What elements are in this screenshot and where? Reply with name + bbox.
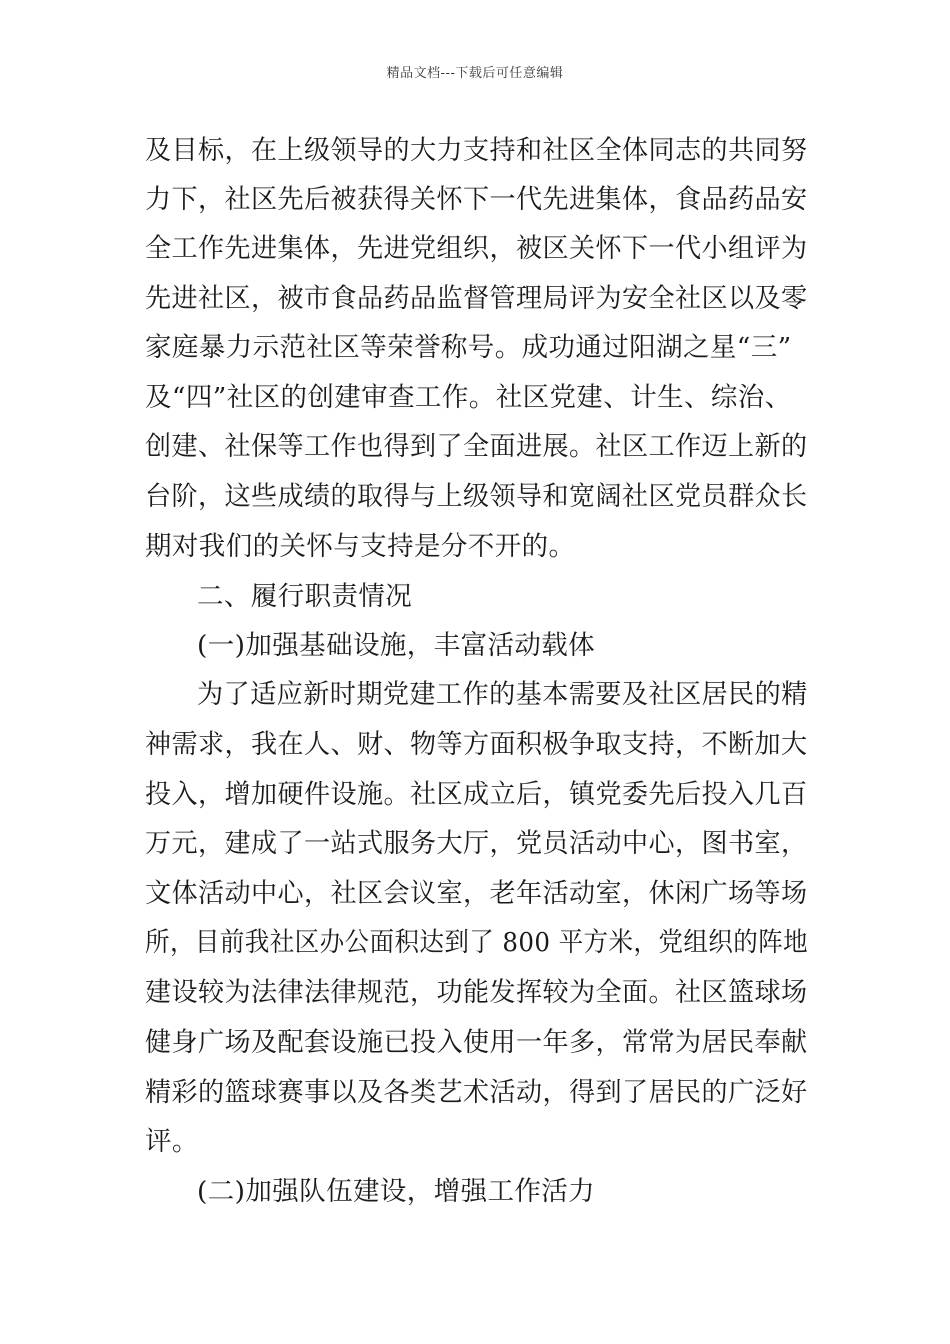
- body-line: 及“四”社区的创建审查工作。社区党建、计生、综治、: [145, 382, 792, 413]
- subsection-heading: (一)加强基础设施，丰富活动载体: [197, 630, 596, 661]
- body-line: 精彩的篮球赛事以及各类艺术活动，得到了居民的广泛好: [145, 1077, 808, 1108]
- body-line: 为了适应新时期党建工作的基本需要及社区居民的精: [197, 679, 808, 710]
- section-heading: 二、履行职责情况: [197, 581, 413, 612]
- body-line: 家庭暴力示范社区等荣誉称号。成功通过阳湖之星“三”: [145, 332, 792, 363]
- body-line: 建设较为法律法律规范，功能发挥较为全面。社区篮球场: [145, 977, 808, 1008]
- body-line: 神需求，我在人、财、物等方面积极争取支持，不断加大: [145, 729, 808, 760]
- subsection-heading: (二)加强队伍建设，增强工作活力: [197, 1176, 596, 1207]
- body-line: 及目标，在上级领导的大力支持和社区全体同志的共同努: [145, 135, 808, 166]
- page-header: 精品文档---下载后可任意编辑: [386, 66, 564, 81]
- body-line: 先进社区，被市食品药品监督管理局评为安全社区以及零: [145, 283, 808, 314]
- body-line: 文体活动中心，社区会议室，老年活动室，休闲广场等场: [145, 878, 808, 909]
- body-line: 投入，增加硬件设施。社区成立后，镇党委先后投入几百: [145, 779, 808, 810]
- body-line: 创建、社保等工作也得到了全面进展。社区工作迈上新的: [145, 431, 808, 462]
- body-line: 台阶，这些成绩的取得与上级领导和宽阔社区党员群众长: [145, 481, 808, 512]
- body-line: 健身广场及配套设施已投入使用一年多，常常为居民奉献: [145, 1027, 808, 1058]
- body-line: 全工作先进集体，先进党组织，被区关怀下一代小组评为: [145, 233, 808, 264]
- body-line: 所，目前我社区办公面积达到了 800 平方米，党组织的阵地: [145, 927, 809, 958]
- body-line: 力下，社区先后被获得关怀下一代先进集体，食品药品安: [145, 184, 808, 215]
- body-line: 万元，建成了一站式服务大厅，党员活动中心，图书室，: [145, 828, 808, 859]
- body-line: 期对我们的关怀与支持是分不开的。: [145, 531, 576, 562]
- body-line: 评。: [145, 1126, 199, 1157]
